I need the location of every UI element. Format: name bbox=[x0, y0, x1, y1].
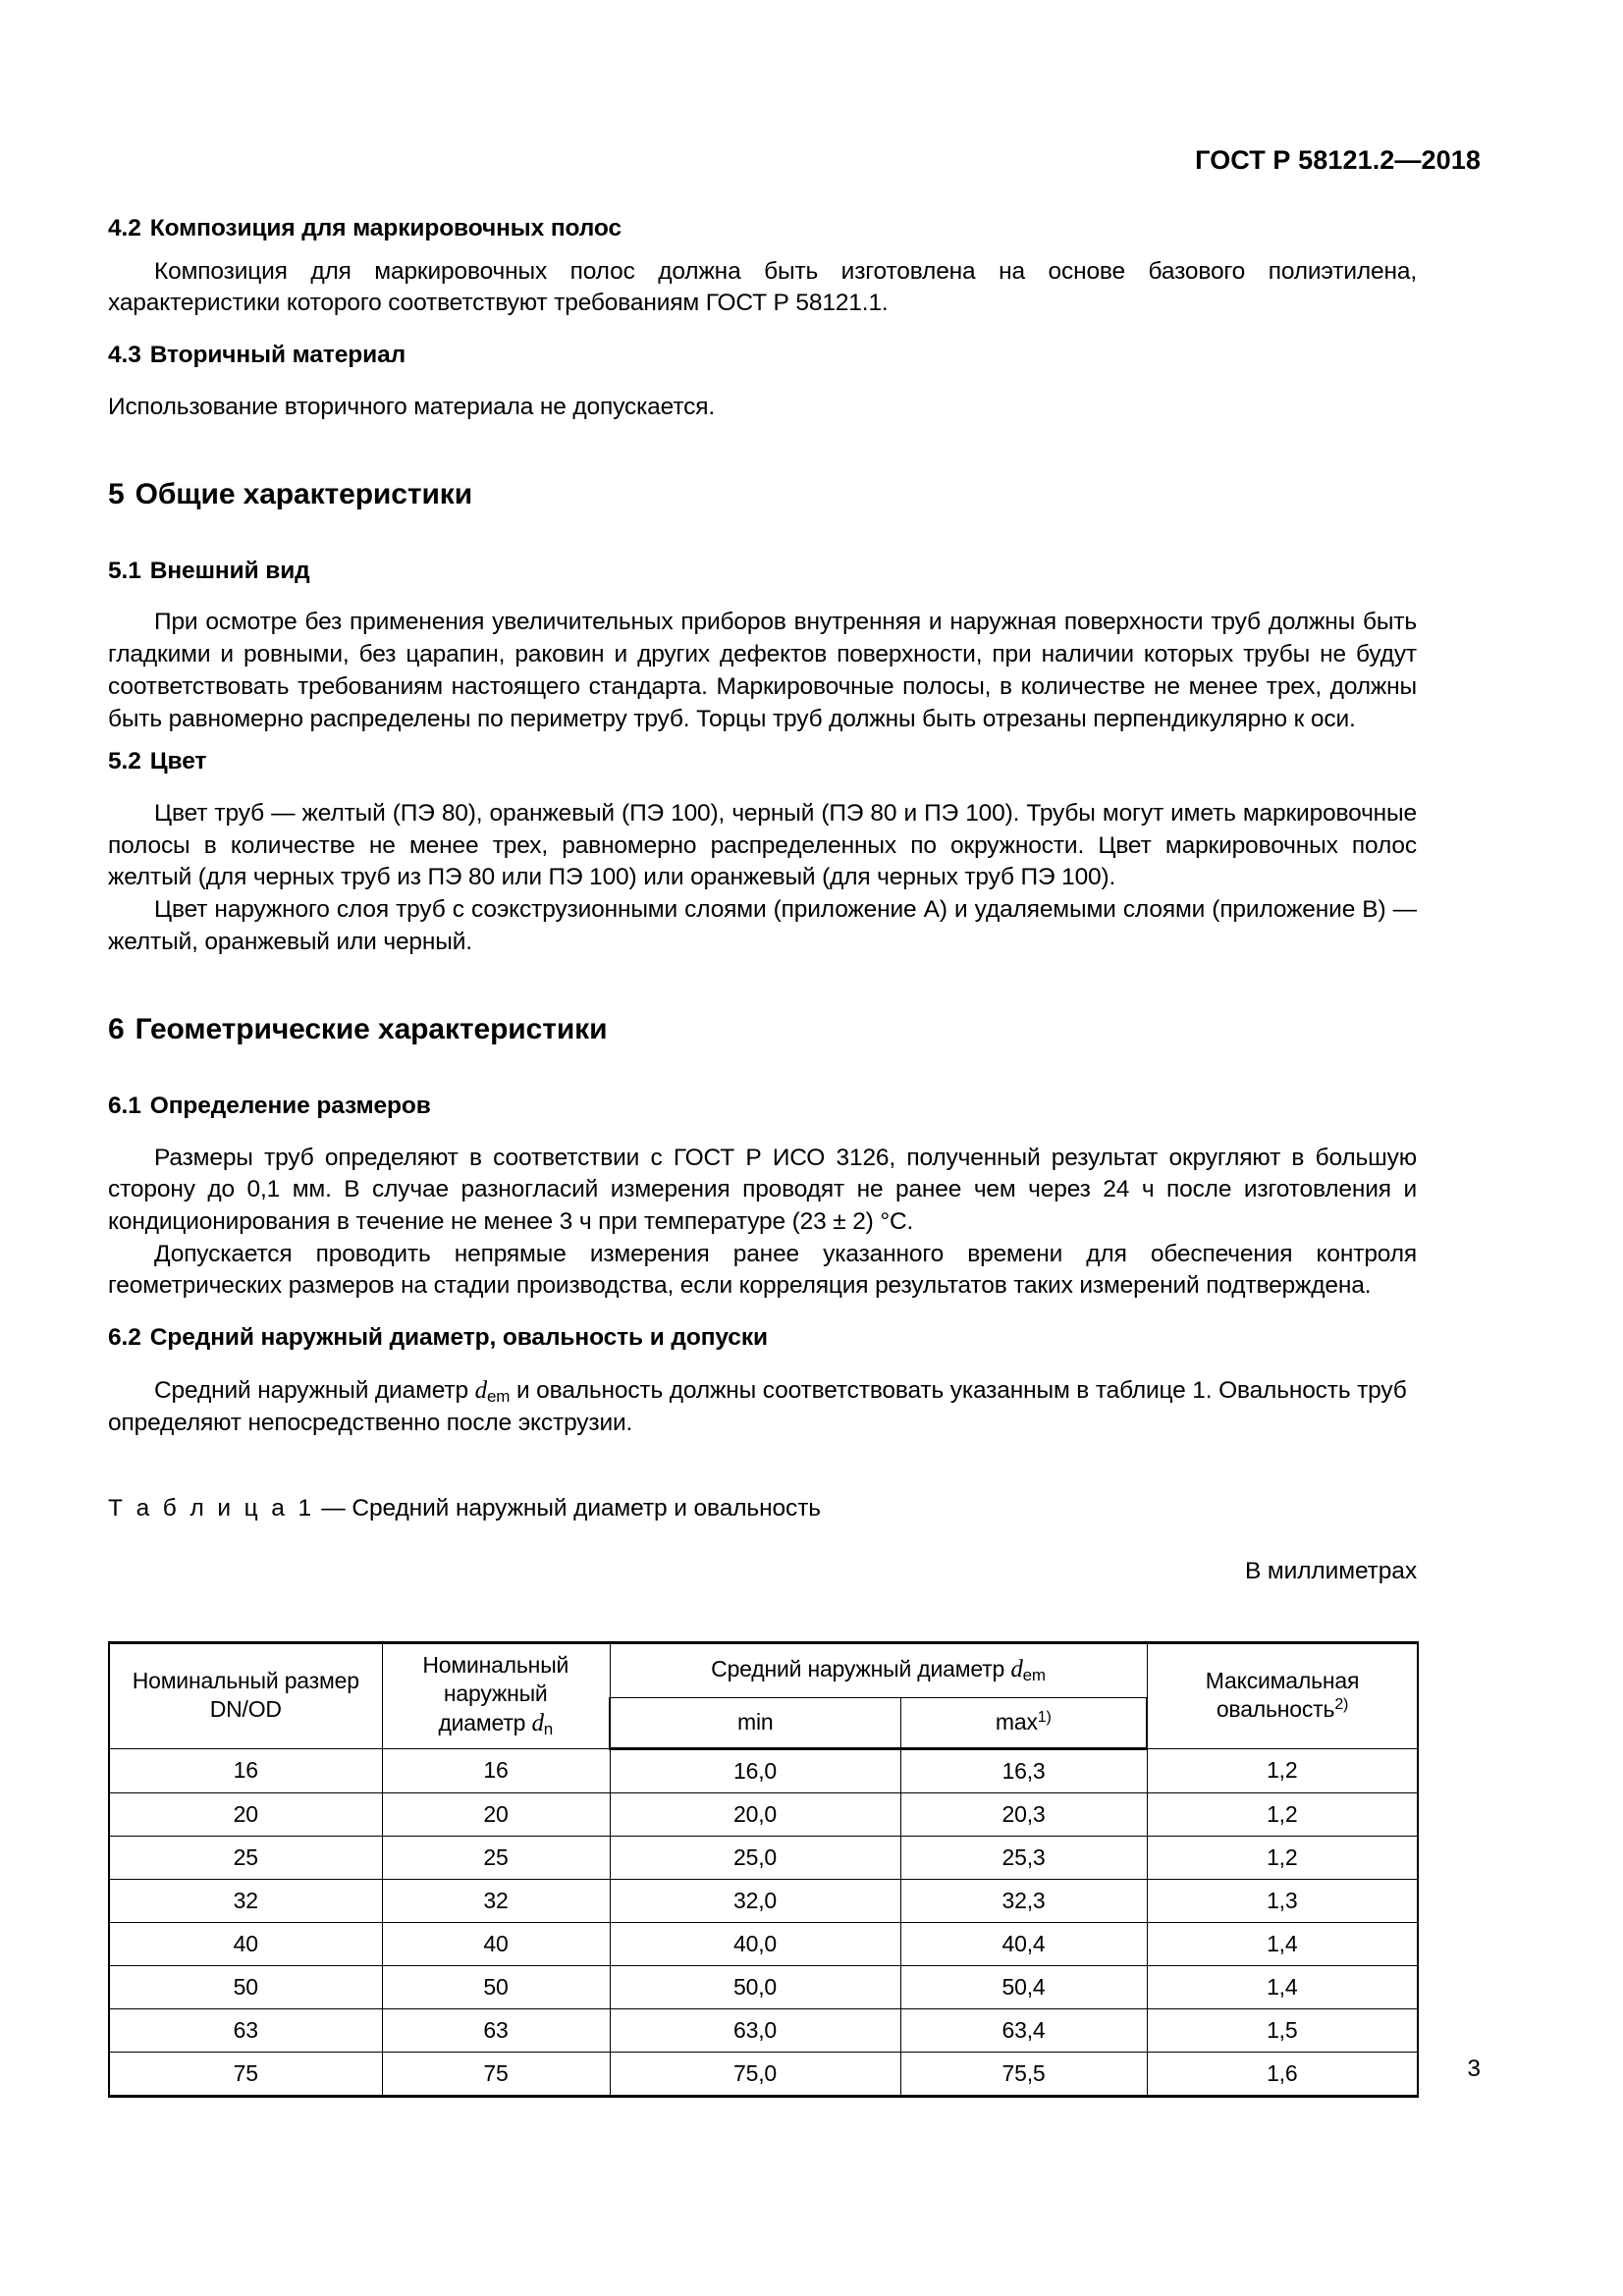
symbol-dn-base: d bbox=[531, 1710, 544, 1737]
th-group-label: Средний наружный диаметр bbox=[711, 1656, 1011, 1682]
td-nominal-size: 75 bbox=[109, 2052, 382, 2096]
paragraph-6-1-a: Размеры труб определяют в соответствии с ГОСТ Р ИСО 3126, полученный результат округляют в большую сторону до 0,1 мм. В случае разногласий измерения проводят не ранее чем через 24 ч после изготовления и кондиционирования в течение не менее 3 ч при температуре (23 ± 2) °С. bbox=[108, 1144, 1417, 1235]
td-max: 20,3 bbox=[900, 1792, 1147, 1836]
table-row bbox=[109, 1922, 1418, 1965]
symbol-dn bbox=[531, 1710, 554, 1739]
td-min: 16,0 bbox=[610, 1748, 900, 1792]
heading-6-1-number: 6.1 bbox=[108, 1092, 141, 1119]
td-nominal-size: 25 bbox=[109, 1836, 382, 1879]
td-nominal-outer-diameter: 20 bbox=[382, 1792, 610, 1836]
heading-4-2-number: 4.2 bbox=[108, 215, 141, 241]
heading-6-2-title: Средний наружный диаметр, овальность и допуски bbox=[149, 1324, 768, 1352]
td-nominal-size: 50 bbox=[109, 1965, 382, 2008]
table-1-caption-text: — Средний наружный диаметр и овальность bbox=[314, 1495, 821, 1522]
td-nominal-size: 16 bbox=[109, 1748, 382, 1792]
table-1-body bbox=[109, 1748, 1418, 2096]
th-max-ovality-footnote-ref: 2) bbox=[1334, 1696, 1349, 1714]
td-min: 50,0 bbox=[610, 1965, 900, 2008]
table-1-average-outer-diameter bbox=[108, 1641, 1419, 2098]
td-nominal-outer-diameter: 16 bbox=[382, 1748, 610, 1792]
td-nominal-size: 63 bbox=[109, 2008, 382, 2052]
td-max-ovality: 1,3 bbox=[1147, 1879, 1418, 1922]
document-body bbox=[108, 214, 1417, 1585]
heading-5-2-number: 5.2 bbox=[108, 748, 141, 775]
td-max-ovality: 1,6 bbox=[1147, 2052, 1418, 2096]
heading-5-1 bbox=[108, 557, 1417, 587]
paragraph-4-2: Композиция для маркировочных полос должна быть изготовлена на основе базового полиэтилена, характеристики которого соответствуют требованиям ГОСТ Р 58121.1. bbox=[108, 257, 1417, 317]
td-nominal-outer-diameter: 25 bbox=[382, 1836, 610, 1879]
symbol-dem bbox=[475, 1377, 511, 1404]
table-row bbox=[109, 1792, 1418, 1836]
td-nominal-size: 32 bbox=[109, 1879, 382, 1922]
symbol-dn-subscript: n bbox=[543, 1720, 554, 1739]
table-1-wrapper bbox=[108, 1641, 1417, 2098]
td-nominal-outer-diameter: 50 bbox=[382, 1965, 610, 2008]
paragraph-5-2-b: Цвет наружного слоя труб с соэкструзионными слоями (приложение А) и удаляемыми слоями (приложение В) — желтый, оранжевый или черный. bbox=[108, 896, 1417, 955]
td-max: 75,5 bbox=[900, 2052, 1147, 2096]
th-min: min bbox=[610, 1697, 900, 1748]
th-nominal-outer-diameter-line2: диаметр bbox=[438, 1710, 532, 1736]
th-nominal-size bbox=[109, 1643, 382, 1749]
table-row bbox=[109, 1748, 1418, 1792]
heading-5-2 bbox=[108, 747, 1417, 777]
table-row bbox=[109, 2052, 1418, 2096]
th-max-footnote-ref: 1) bbox=[1037, 1708, 1052, 1726]
paragraph-5-2-a: Цвет труб — желтый (ПЭ 80), оранжевый (ПЭ 100), черный (ПЭ 80 и ПЭ 100). Трубы могут иметь маркировочные полосы в количестве не менее трех, равномерно распределенных по окружности. Цвет маркировочных полос желтый (для черных труб из ПЭ 80 или ПЭ 100) или оранжевый (для черных труб ПЭ 100). bbox=[108, 799, 1417, 891]
heading-4-3-number: 4.3 bbox=[108, 342, 141, 369]
paragraph-6-1-b: Допускается проводить непрямые измерения ранее указанного времени для обеспечения контроля геометрических размеров на стадии производства, если корреляция результатов таких измерений подтверждена. bbox=[108, 1240, 1417, 1300]
th-max-ovality-line1: Максимальная bbox=[1205, 1668, 1360, 1694]
heading-4-2 bbox=[108, 214, 1417, 244]
heading-6 bbox=[108, 1011, 1417, 1048]
td-nominal-size: 20 bbox=[109, 1792, 382, 1836]
td-max: 25,3 bbox=[900, 1836, 1147, 1879]
th-nominal-size-line2: DN/OD bbox=[209, 1696, 282, 1723]
heading-6-title: Геометрические характеристики bbox=[135, 1013, 608, 1046]
table-row bbox=[109, 1965, 1418, 2008]
td-max-ovality: 1,5 bbox=[1147, 2008, 1418, 2052]
td-nominal-outer-diameter: 32 bbox=[382, 1879, 610, 1922]
th-max-ovality bbox=[1147, 1643, 1418, 1749]
symbol-dem-base: d bbox=[474, 1376, 487, 1404]
td-min: 75,0 bbox=[610, 2052, 900, 2096]
td-min: 40,0 bbox=[610, 1922, 900, 1965]
symbol-dem-header-subscript: em bbox=[1022, 1666, 1046, 1685]
td-min: 32,0 bbox=[610, 1879, 900, 1922]
td-max: 16,3 bbox=[900, 1748, 1147, 1792]
th-nominal-size-line1: Номинальный размер bbox=[132, 1668, 359, 1694]
td-nominal-outer-diameter: 40 bbox=[382, 1922, 610, 1965]
td-max: 50,4 bbox=[900, 1965, 1147, 2008]
table-row bbox=[109, 1836, 1418, 1879]
heading-6-1 bbox=[108, 1092, 1417, 1122]
table-row bbox=[109, 1879, 1418, 1922]
heading-5-title: Общие характеристики bbox=[135, 478, 473, 511]
paragraph-4-3: Использование вторичного материала не допускается. bbox=[108, 393, 715, 420]
heading-6-2 bbox=[108, 1323, 1417, 1354]
td-nominal-outer-diameter: 63 bbox=[382, 2008, 610, 2052]
heading-5-1-title: Внешний вид bbox=[149, 557, 310, 584]
table-1-head bbox=[109, 1643, 1418, 1749]
heading-4-3 bbox=[108, 341, 1417, 371]
th-nominal-outer-diameter bbox=[382, 1643, 610, 1749]
th-max-label: max bbox=[995, 1708, 1038, 1735]
page-number: 3 bbox=[1467, 2056, 1481, 2082]
td-max: 32,3 bbox=[900, 1879, 1147, 1922]
heading-5 bbox=[108, 476, 1417, 513]
table-1-caption bbox=[108, 1493, 1417, 1524]
heading-5-number: 5 bbox=[108, 478, 125, 511]
table-row bbox=[109, 2008, 1418, 2052]
symbol-dem-header-base: d bbox=[1010, 1656, 1023, 1683]
heading-4-2-title: Композиция для маркировочных полос bbox=[149, 215, 622, 241]
heading-6-1-title: Определение размеров bbox=[149, 1092, 431, 1119]
heading-5-1-number: 5.1 bbox=[108, 557, 141, 584]
paragraph-6-2-text-a: Средний наружный диаметр bbox=[154, 1376, 475, 1404]
paragraph-6-2 bbox=[108, 1374, 1417, 1440]
th-nominal-outer-diameter-line1: Номинальный наружный bbox=[422, 1652, 569, 1707]
td-nominal-size: 40 bbox=[109, 1922, 382, 1965]
td-max-ovality: 1,4 bbox=[1147, 1965, 1418, 2008]
table-1-units-note: В миллиметрах bbox=[1244, 1557, 1417, 1584]
table-1-caption-label: Т а б л и ц а 1 bbox=[108, 1495, 315, 1522]
td-max: 63,4 bbox=[900, 2008, 1147, 2052]
heading-5-2-title: Цвет bbox=[149, 748, 207, 775]
th-group-average-outer-diameter bbox=[610, 1643, 1147, 1698]
paragraph-6-2-text-b: и овальность должны соответствовать указанным в таблице 1. Овальность труб определяют непосредственно после экструзии. bbox=[108, 1376, 1407, 1437]
td-min: 20,0 bbox=[610, 1792, 900, 1836]
td-max-ovality: 1,2 bbox=[1147, 1748, 1418, 1792]
symbol-dem-subscript: em bbox=[487, 1386, 511, 1406]
table-header-row-1 bbox=[109, 1643, 1418, 1698]
td-max-ovality: 1,2 bbox=[1147, 1792, 1418, 1836]
td-max-ovality: 1,4 bbox=[1147, 1922, 1418, 1965]
heading-4-3-title: Вторичный материал bbox=[149, 342, 406, 369]
heading-6-2-number: 6.2 bbox=[108, 1324, 141, 1352]
running-header-standard-id: ГОСТ Р 58121.2—2018 bbox=[1195, 145, 1481, 175]
td-min: 63,0 bbox=[610, 2008, 900, 2052]
symbol-dem-header bbox=[1010, 1656, 1046, 1685]
heading-6-number: 6 bbox=[108, 1013, 125, 1046]
td-max-ovality: 1,2 bbox=[1147, 1836, 1418, 1879]
th-max-ovality-line2: овальность bbox=[1216, 1696, 1335, 1723]
td-nominal-outer-diameter: 75 bbox=[382, 2052, 610, 2096]
td-min: 25,0 bbox=[610, 1836, 900, 1879]
td-max: 40,4 bbox=[900, 1922, 1147, 1965]
paragraph-5-1: При осмотре без применения увеличительных приборов внутренняя и наружная поверхности труб должны быть гладкими и ровными, без царапин, раковин и других дефектов поверхности, при наличии которых трубы не будут соответствовать требованиям настоящего стандарта. Маркировочные полосы, в количестве не менее трех, должны быть равномерно распределены по периметру труб. Торцы труб должны быть отрезаны перпендикулярно к оси. bbox=[108, 609, 1417, 732]
th-max bbox=[900, 1697, 1147, 1748]
